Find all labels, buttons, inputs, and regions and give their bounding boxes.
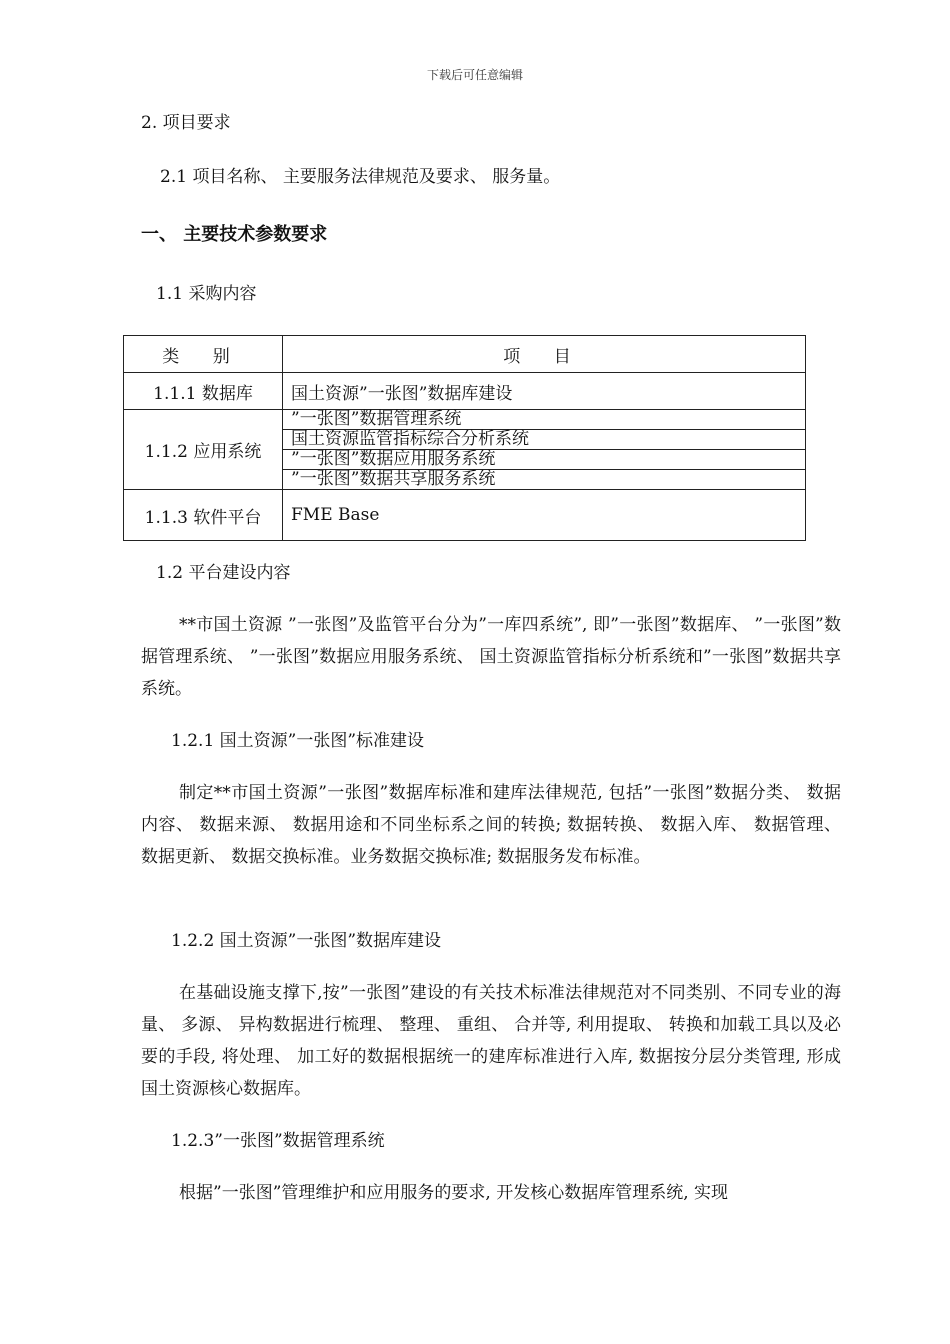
table-row	[124, 410, 806, 490]
table-sub-item: ”一张图”数据共享服务系统	[291, 469, 496, 489]
page-header: 下载后可任意编辑	[426, 68, 523, 82]
section-1-2-2-title: 1.2.2 国土资源”一张图”数据库建设	[171, 931, 442, 951]
section-1-2-title: 1.2 平台建设内容	[156, 563, 291, 583]
table-row-category: 1.1.3 软件平台	[124, 490, 283, 541]
section-1-2-3-paragraph: 根据”一张图”管理维护和应用服务的要求, 开发核心数据库管理系统, 实现	[179, 1183, 728, 1203]
section-1-2-paragraph: **市国土资源 ”一张图”及监管平台分为”一库四系统”, 即”一张图”数据库、 ”一张图”数据管理系统、 ”一张图”数据应用服务系统、 国土资源监管指标分析系统和”一张图”数据共享系统。	[141, 615, 841, 699]
table-row-category: 1.1.2 应用系统	[124, 410, 283, 490]
section-1-2-2-paragraph: 在基础设施支撑下,按”一张图”建设的有关技术标准法律规范对不同类别、不同专业的海量、 多源、 异构数据进行梳理、 整理、 重组、 合并等, 利用提取、 转换和加载工具以及必要的手段, 将处理、 加工好的数据根据统一的建库标准进行入库, 数据按分层分类管理, 形成国土资源核心数据库。	[141, 983, 841, 1099]
table-sub-item: 国土资源监管指标综合分析系统	[283, 430, 805, 450]
table-row-item: FME Base	[283, 490, 806, 541]
section-1-2-3-title: 1.2.3”一张图”数据管理系统	[171, 1131, 385, 1151]
section-1-2-1-title: 1.2.1 国土资源”一张图”标准建设	[171, 731, 425, 751]
table-row-items	[283, 410, 806, 490]
table-header-item: 项 目	[283, 336, 806, 373]
table-row	[124, 490, 806, 541]
table-header-row	[124, 336, 806, 373]
section-1-2-1-paragraph: 制定**市国土资源”一张图”数据库标准和建库法律规范, 包括”一张图”数据分类、 数据内容、 数据来源、 数据用途和不同坐标系之间的转换; 数据转换、 数据入库、 数据管理、 数据更新、 数据交换标准。业务数据交换标准; 数据服务发布标准。	[141, 783, 841, 867]
table-row-item: 国土资源”一张图”数据库建设	[283, 373, 806, 410]
table-sub-item: ”一张图”数据管理系统	[283, 410, 805, 430]
section-2-1-text: 2.1 项目名称、 主要服务法律规范及要求、 服务量。	[160, 167, 561, 187]
section-2-title: 2. 项目要求	[141, 113, 231, 133]
procurement-table	[123, 335, 806, 541]
table-row	[124, 373, 806, 410]
table-row-category: 1.1.1 数据库	[124, 373, 283, 410]
section-1-title: 一、 主要技术参数要求	[141, 224, 328, 245]
section-1-1-title: 1.1 采购内容	[156, 284, 257, 304]
table-sub-item: ”一张图”数据应用服务系统	[283, 450, 805, 470]
table-header-category: 类 别	[124, 336, 283, 373]
